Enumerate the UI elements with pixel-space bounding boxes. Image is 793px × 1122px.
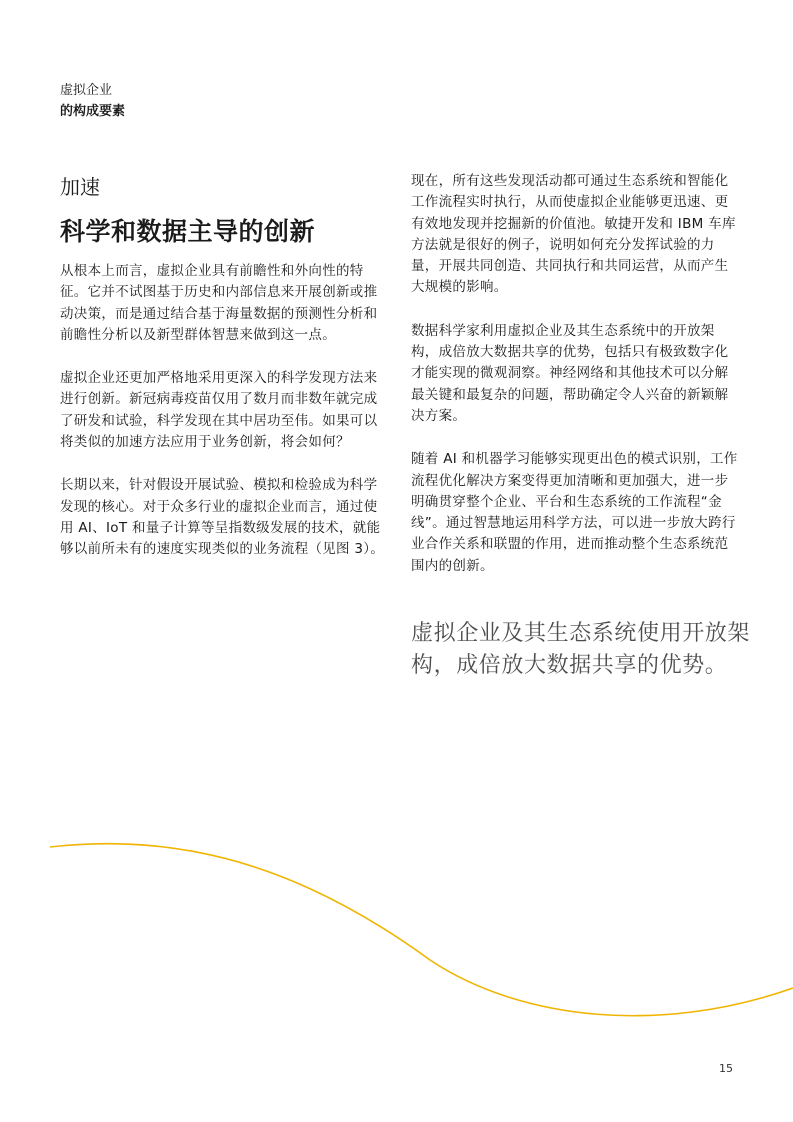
right-paragraph-1: 现在，所有这些发现活动都可通过生态系统和智能化工作流程实时执行，从而使虚拟企业能够更迅速、更有效地发现并挖掘新的价值池。敏捷开发和 IBM 车库方法就是很好的例子，说明如何充分发挥试验的力量，开展共同创造、共同执行和共同运营，从而产生大规模的影响。 bbox=[411, 173, 736, 296]
running-header bbox=[60, 80, 125, 122]
wave-line bbox=[50, 844, 793, 1016]
header-line-1: 虚拟企业 bbox=[60, 83, 113, 98]
right-paragraph-3: 随着 AI 和机器学习能够实现更出色的模式识别，工作流程优化解决方案变得更加清晰和更加强大，进一步明确贯穿整个企业、平台和生态系统的工作流程“金线”。通过智慧地运用科学方法，可以进一步放大跨行业合作关系和联盟的作用，进而推动整个生态系统范围内的创新。 bbox=[411, 451, 738, 574]
left-paragraph-2: 虚拟企业还更加严格地采用更深入的科学发现方法来进行创新。新冠病毒疫苗仅用了数月而非数年就完成了研发和试验，科学发现在其中居功至伟。如果可以将类似的加速方法应用于业务创新，将会如何？ bbox=[60, 370, 378, 451]
right-column bbox=[411, 171, 741, 599]
right-paragraph-2: 数据科学家利用虚拟企业及其生态系统中的开放架构，成倍放大数据共享的优势，包括只有极致数字化才能实现的微观洞察。神经网络和其他技术可以分解最关键和最复杂的问题，帮助确定令人兴奋的新颖解决方案。 bbox=[411, 322, 729, 424]
left-paragraph-3: 长期以来，针对假设开展试验、模拟和检验成为科学发现的核心。对于众多行业的虚拟企业而言，通过使用 AI、IoT 和量子计算等呈指数级发展的技术，就能够以前所未有的速度实现类似的业务流程（见图 3）。 bbox=[60, 477, 385, 558]
page-number: 15 bbox=[719, 1062, 733, 1075]
pull-quote: 虚拟企业及其生态系统使用开放架构，成倍放大数据共享的优势。 bbox=[411, 621, 751, 678]
left-paragraph-1: 从根本上而言，虚拟企业具有前瞻性和外向性的特征。它并不试图基于历史和内部信息来开展创新或推动决策，而是通过结合基于海量数据的预测性分析和前瞻性分析以及新型群体智慧来做到这一点。 bbox=[60, 263, 378, 343]
left-column bbox=[60, 261, 385, 583]
header-line-2: 的构成要素 bbox=[60, 104, 126, 119]
decorative-wave bbox=[0, 820, 793, 1040]
section-title: 科学和数据主导的创新 bbox=[60, 217, 316, 246]
section-label: 加速 bbox=[60, 175, 100, 199]
